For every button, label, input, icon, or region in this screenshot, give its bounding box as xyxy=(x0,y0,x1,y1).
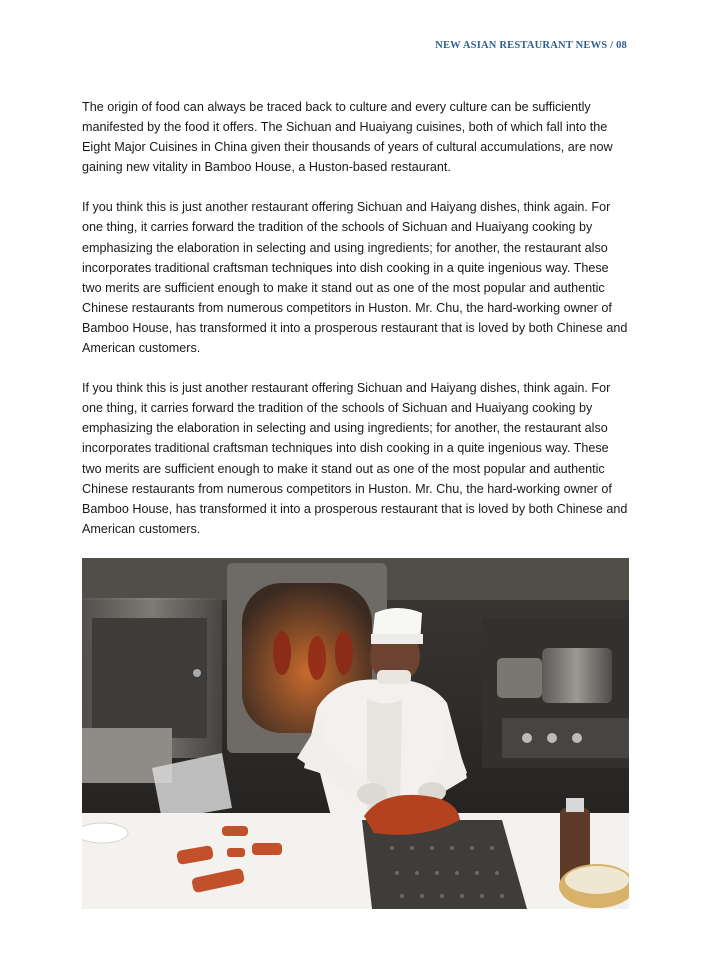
stove-front xyxy=(502,718,629,758)
hat-band xyxy=(371,634,423,644)
article-paragraph-1: The origin of food can always be traced back to culture and every culture can be sufficiently manifested by the food it offers. The Sichuan and Huaiyang cuisines, both of which fall into the Eight Major Cuisines in China given their thousands of years of cultural accumulations, are now gaining new vitality in Bamboo House, a Huston-based restaurant. xyxy=(82,100,613,175)
article-body xyxy=(82,97,630,559)
face-mask xyxy=(377,670,411,684)
steamer-contents xyxy=(565,866,629,894)
page-header: NEW ASIAN RESTAURANT NEWS / 08 xyxy=(435,40,627,51)
hanging-duck-3 xyxy=(335,631,353,675)
stove-knob xyxy=(522,733,532,743)
cabinet-handle xyxy=(193,669,201,677)
hanging-duck-2 xyxy=(308,636,326,680)
bottle-cap xyxy=(566,798,584,812)
steamer-pot xyxy=(497,658,542,698)
kitchen-illustration xyxy=(82,558,629,909)
stove-knob xyxy=(547,733,557,743)
article-paragraph-2: If you think this is just another restaurant offering Sichuan and Haiyang dishes, think again. For one thing, it carries forward the tradition of the schools of Sichuan and Huaiyang cooking by emphasizing the elaboration in selecting and using ingredients; for another, the restaurant also incorporates traditional craftsman techniques into dish cooking in a quite ingenious way. These two merits are sufficient enough to make it stand out as one of the most popular and authentic Chinese restaurants from numerous competitors in Huston. Mr. Chu, the hard-working owner of Bamboo House, has transformed it into a prosperous restaurant that is loved by both Chinese and American customers. xyxy=(82,200,628,356)
stock-pot xyxy=(542,648,612,703)
stove-knob xyxy=(572,733,582,743)
cabinet-door xyxy=(92,618,207,738)
article-paragraph-3: If you think this is just another restaurant offering Sichuan and Haiyang dishes, think again. For one thing, it carries forward the tradition of the schools of Sichuan and Huaiyang cooking by emphasizing the elaboration in selecting and using ingredients; for another, the restaurant also incorporates traditional craftsman techniques into dish cooking in a quite ingenious way. These two merits are sufficient enough to make it stand out as one of the most popular and authentic Chinese restaurants from numerous competitors in Huston. Mr. Chu, the hard-working owner of Bamboo House, has transformed it into a prosperous restaurant that is loved by both Chinese and American customers. xyxy=(82,381,628,536)
counter xyxy=(82,813,629,909)
chef-carving-duck-photo xyxy=(82,558,629,909)
plate xyxy=(82,823,128,843)
hanging-duck-1 xyxy=(273,631,291,675)
